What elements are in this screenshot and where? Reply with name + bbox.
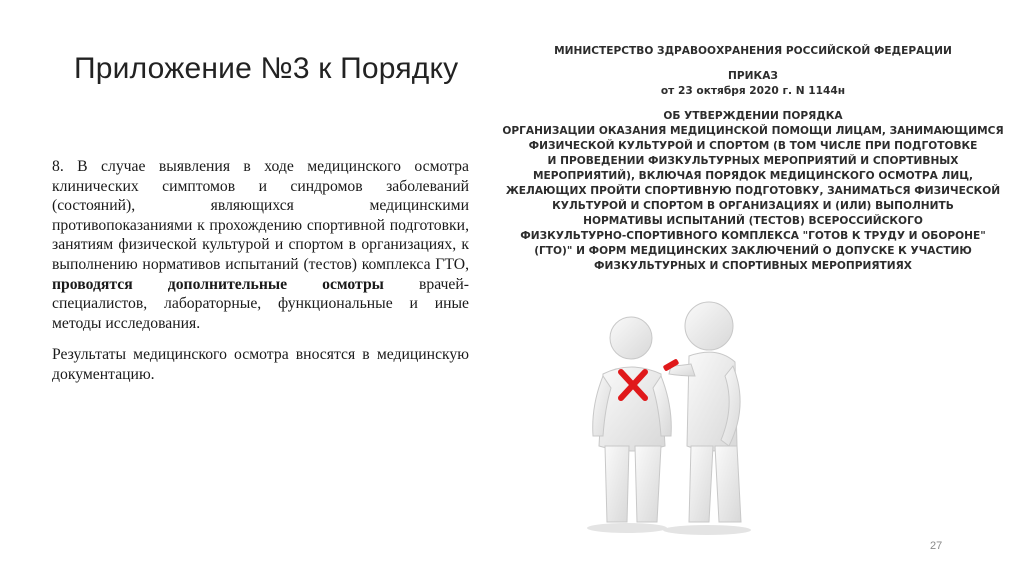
order-heading-line: И ПРОВЕДЕНИИ ФИЗКУЛЬТУРНЫХ МЕРОПРИЯТИЙ И СПОРТИВНЫХ <box>547 155 959 167</box>
order-heading-line: НОРМАТИВЫ ИСПЫТАНИЙ (ТЕСТОВ) ВСЕРОССИЙСКОГО <box>583 215 923 227</box>
order-heading-line: КУЛЬТУРОЙ И СПОРТОМ В ОРГАНИЗАЦИЯХ И (ИЛИ) ВЫПОЛНИТЬ <box>552 200 954 212</box>
body-text <box>52 157 469 385</box>
doctor-figure <box>669 302 741 522</box>
order-doc-type: ПРИКАЗ <box>728 70 778 82</box>
order-heading-line: ФИЗКУЛЬТУРНО-СПОРТИВНОГО КОМПЛЕКСА "ГОТОВ К ТРУДУ И ОБОРОНЕ" <box>520 230 986 242</box>
page-number: 27 <box>930 540 943 552</box>
paragraph-8-bold: проводятся дополнительные осмотры <box>52 275 384 293</box>
order-heading-line: ОБ УТВЕРЖДЕНИИ ПОРЯДКА <box>663 110 843 122</box>
order-heading-line: ЖЕЛАЮЩИХ ПРОЙТИ СПОРТИВНУЮ ПОДГОТОВКУ, ЗАНИМАТЬСЯ ФИЗИЧЕСКОЙ <box>505 185 1001 197</box>
paragraph-8-end: врачей-специалистов, лабораторные, функциональные и иные методы исследования. <box>52 275 469 332</box>
order-heading-line: (ГТО)" И ФОРМ МЕДИЦИНСКИХ ЗАКЛЮЧЕНИЙ О ДОПУСКЕ К УЧАСТИЮ <box>534 245 972 257</box>
order-heading-line: ФИЗКУЛЬТУРНЫХ И СПОРТИВНЫХ МЕРОПРИЯТИЯХ <box>594 260 912 272</box>
paragraph-8 <box>52 157 469 333</box>
order-heading-line: МЕРОПРИЯТИЙ), ВКЛЮЧАЯ ПОРЯДОК МЕДИЦИНСКОГО ОСМОТРА ЛИЦ, <box>532 170 974 182</box>
order-document-image <box>502 44 1004 286</box>
slide-title: Приложение №3 к Порядку <box>74 52 459 85</box>
doctor-examining-patient-illustration <box>577 296 767 536</box>
patient-figure <box>593 317 672 522</box>
order-heading-line: ОРГАНИЗАЦИИ ОКАЗАНИЯ МЕДИЦИНСКОЙ ПОМОЩИ ЛИЦАМ, ЗАНИМАЮЩИМСЯ <box>502 125 1004 137</box>
order-heading-line: ФИЗИЧЕСКОЙ КУЛЬТУРОЙ И СПОРТОМ (В ТОМ ЧИСЛЕ ПРИ ПОДГОТОВКЕ <box>528 140 978 152</box>
order-ministry: МИНИСТЕРСТВО ЗДРАВООХРАНЕНИЯ РОССИЙСКОЙ ФЕДЕРАЦИИ <box>554 45 952 57</box>
order-date-number: от 23 октября 2020 г. N 1144н <box>660 85 846 97</box>
paragraph-results: Результаты медицинского осмотра вносятся в медицинскую документацию. <box>52 346 469 383</box>
paragraph-8-text: 8. В случае выявления в ходе медицинского осмотра клинических симптомов и синдромов заболеваний (состояний), являющихся медицинскими противопоказаниями к прохождению спортивной подготовки, занятиям физической культурой и спортом в организациях, к выполнению нормативов испытаний (тестов) комплекса ГТО, <box>52 158 469 273</box>
